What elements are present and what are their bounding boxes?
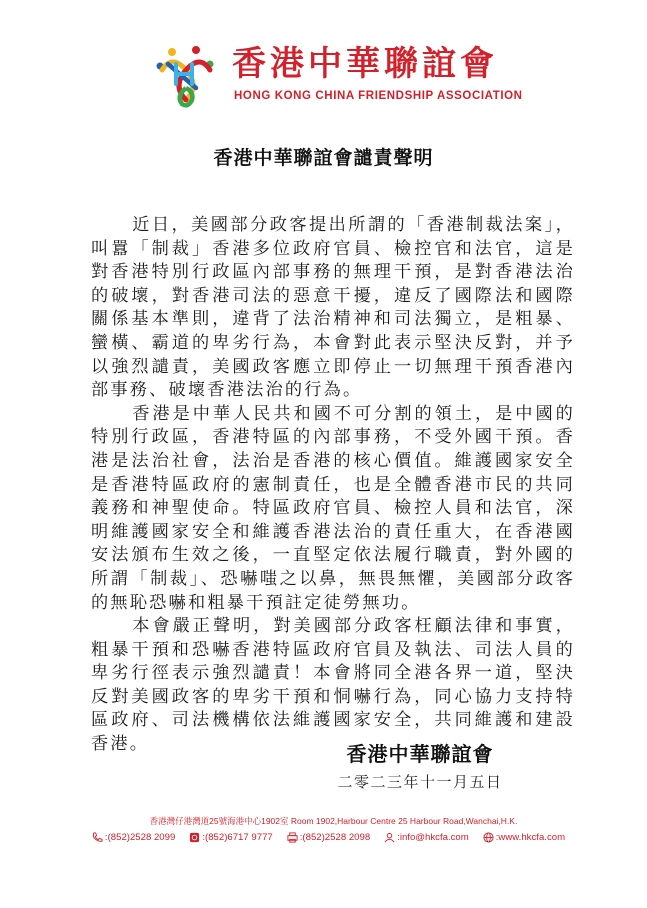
mobile-icon bbox=[189, 832, 200, 843]
contact-fax: :(852)2528 2098 bbox=[287, 832, 370, 843]
footer bbox=[0, 815, 647, 843]
hkcfa-logo-icon bbox=[152, 40, 220, 108]
contact-website: :www.hkcfa.com bbox=[483, 832, 565, 843]
email-icon bbox=[384, 832, 395, 843]
org-name-chinese: 香港中華聯誼會 bbox=[232, 44, 498, 84]
paragraph-2: 香港是中華人民共和國不可分割的領土，是中國的特別行政區，香港特區的內部事務，不受外國干預。香港是法治社會，法治是香港的核心價值。維護國家安全是香港特區政府的憲制責任，也是全體香港市民的共同義務和神聖使命。特區政府官員、檢控人員和法官，深明維護國家安全和維護香港法治的責任重大，在香港國安法頒布生效之後，一直堅定依法履行職責，對外國的所謂「制裁」、恐嚇嗤之以鼻，無畏無懼，美國部分政客的無恥恐嚇和粗暴干預註定徒勞無功。 bbox=[91, 403, 575, 613]
letterhead bbox=[150, 38, 523, 108]
fax-icon bbox=[287, 832, 298, 843]
signature-block bbox=[290, 738, 550, 792]
signature-date: 二零二三年十一月五日 bbox=[337, 773, 503, 791]
globe-icon bbox=[483, 832, 494, 843]
org-name-english: HONG KONG CHINA FRIENDSHIP ASSOCIATION bbox=[234, 90, 523, 102]
signature-organization: 香港中華聯誼會 bbox=[346, 742, 494, 766]
paragraph-3: 本會嚴正聲明，對美國部分政客枉顧法律和事實，粗暴干預和恐嚇香港特區政府官員及執法、司法人員的卑劣行徑表示強烈譴責！本會將同全港各界一道，堅決反對美國政客的卑劣干預和恫嚇行為，同心協力支持特區政府、司法機構依法維護國家安全，共同維護和建設香港。 bbox=[91, 616, 575, 755]
paragraph-1: 近日，美國部分政客提出所謂的「香港制裁法案」，叫囂「制裁」香港多位政府官員、檢控官和法官，這是對香港特別行政區內部事務的無理干預，是對香港法治的破壞，對香港司法的惡意干擾，違反了國際法和國際關係基本準則，違背了法治精神和司法獨立，是粗暴、蠻橫、霸道的卑劣行為，本會對此表示堅決反對，并予以強烈譴責，美國政客應立即停止一切無理干預香港內部事務、破壞香港法治的行為。 bbox=[91, 215, 575, 401]
footer-address: 香港灣仔港灣道25號海港中心1902室 Room 1902,Harbour Centre 25 Harbour Road,Wanchai,H.K. bbox=[149, 816, 518, 826]
contact-mobile: :(852)6717 9777 bbox=[189, 832, 272, 843]
contact-phone: :(852)2528 2099 bbox=[92, 832, 175, 843]
contact-email: :info@hkcfa.com bbox=[384, 832, 469, 843]
statement-body bbox=[91, 214, 575, 757]
phone-icon bbox=[92, 832, 103, 843]
footer-contacts bbox=[0, 832, 647, 843]
document-title: 香港中華聯誼會譴責聲明 bbox=[213, 147, 434, 169]
